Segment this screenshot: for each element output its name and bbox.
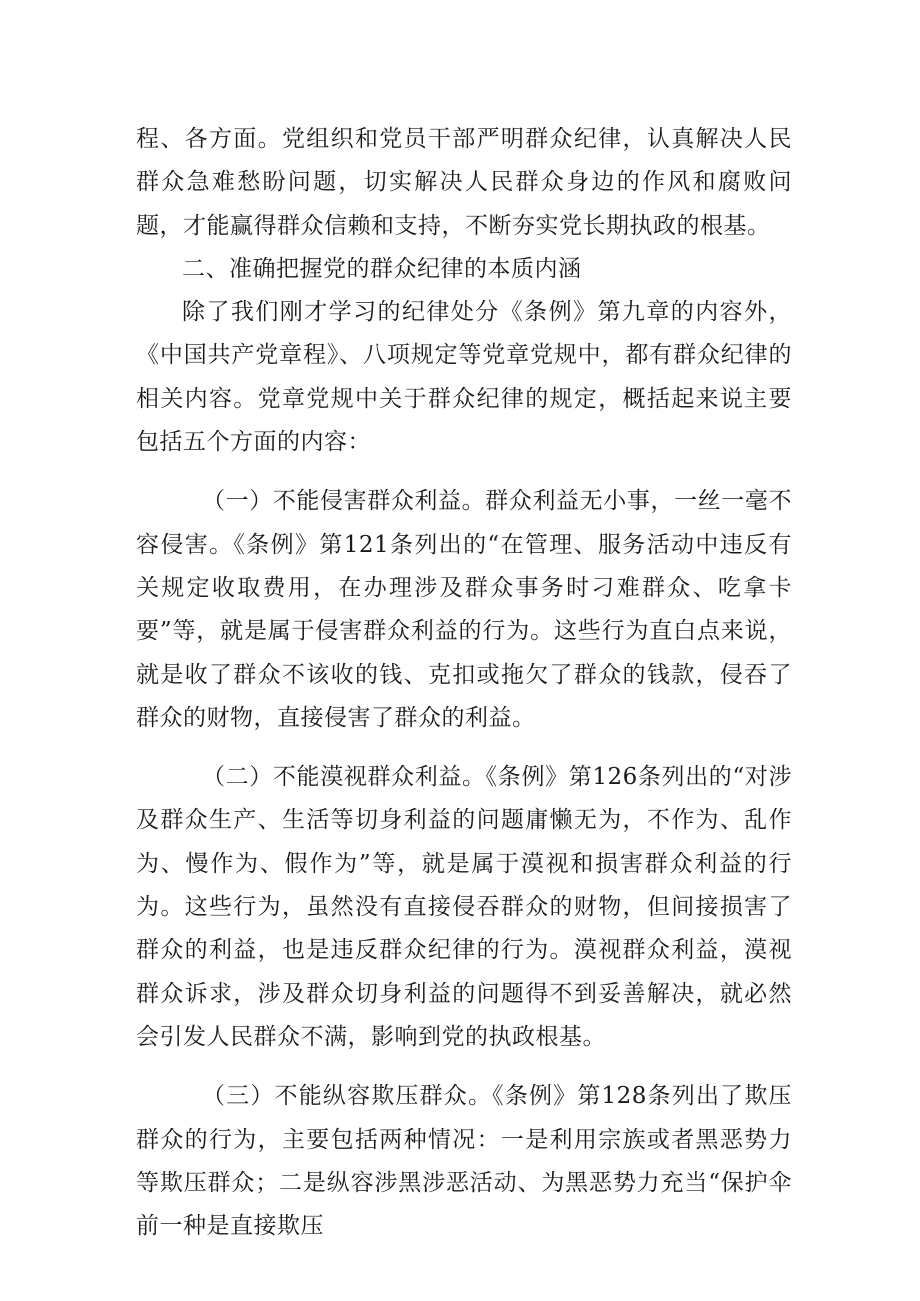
document-body	[136, 118, 792, 1248]
paragraph-item-3: （三）不能纵容欺压群众。《条例》第128条列出了欺压群众的行为，主要包括两种情况：一是利用宗族或者黑恶势力等欺压群众；二是纵容涉黑涉恶活动、为黑恶势力充当“保护伞前一种是直接欺压	[136, 1083, 792, 1240]
section-heading: 二、准确把握党的群众纪律的本质内涵	[182, 255, 582, 282]
paragraph-continuation: 程、各方面。党组织和党员干部严明群众纪律，认真解决人民群众急难愁盼问题，切实解决人民群众身边的作风和腐败问题，才能赢得群众信赖和支持，不断夯实党长期执政的根基。	[136, 126, 792, 239]
paragraph-intro: 除了我们刚才学习的纪律处分《条例》第九章的内容外，《中国共产党章程》、八项规定等党章党规中，都有群众纪律的相关内容。党章党规中关于群众纪律的规定，概括起来说主要包括五个方面的内容：	[136, 299, 792, 456]
paragraph-item-2: （二）不能漠视群众利益。《条例》第126条列出的“对涉及群众生产、生活等切身利益的问题庸懒无为，不作为、乱作为、慢作为、假作为”等，就是属于漠视和损害群众利益的行为。这些行为，虽然没有直接侵吞群众的财物，但间接损害了群众的利益，也是违反群众纪律的行为。漠视群众利益，漠视群众诉求，涉及群众切身利益的问题得不到妥善解决，就必然会引发人民群众不满，影响到党的执政根基。	[136, 764, 792, 1050]
paragraph-item-1: （一）不能侵害群众利益。群众利益无小事，一丝一毫不容侵害。《条例》第121条列出的“在管理、服务活动中违反有关规定收取费用，在办理涉及群众事务时刁难群众、吃拿卡要”等，就是属于侵害群众利益的行为。这些行为直白点来说，就是收了群众不该收的钱、克扣或拖欠了群众的钱款，侵吞了群众的财物，直接侵害了群众的利益。	[136, 488, 792, 731]
